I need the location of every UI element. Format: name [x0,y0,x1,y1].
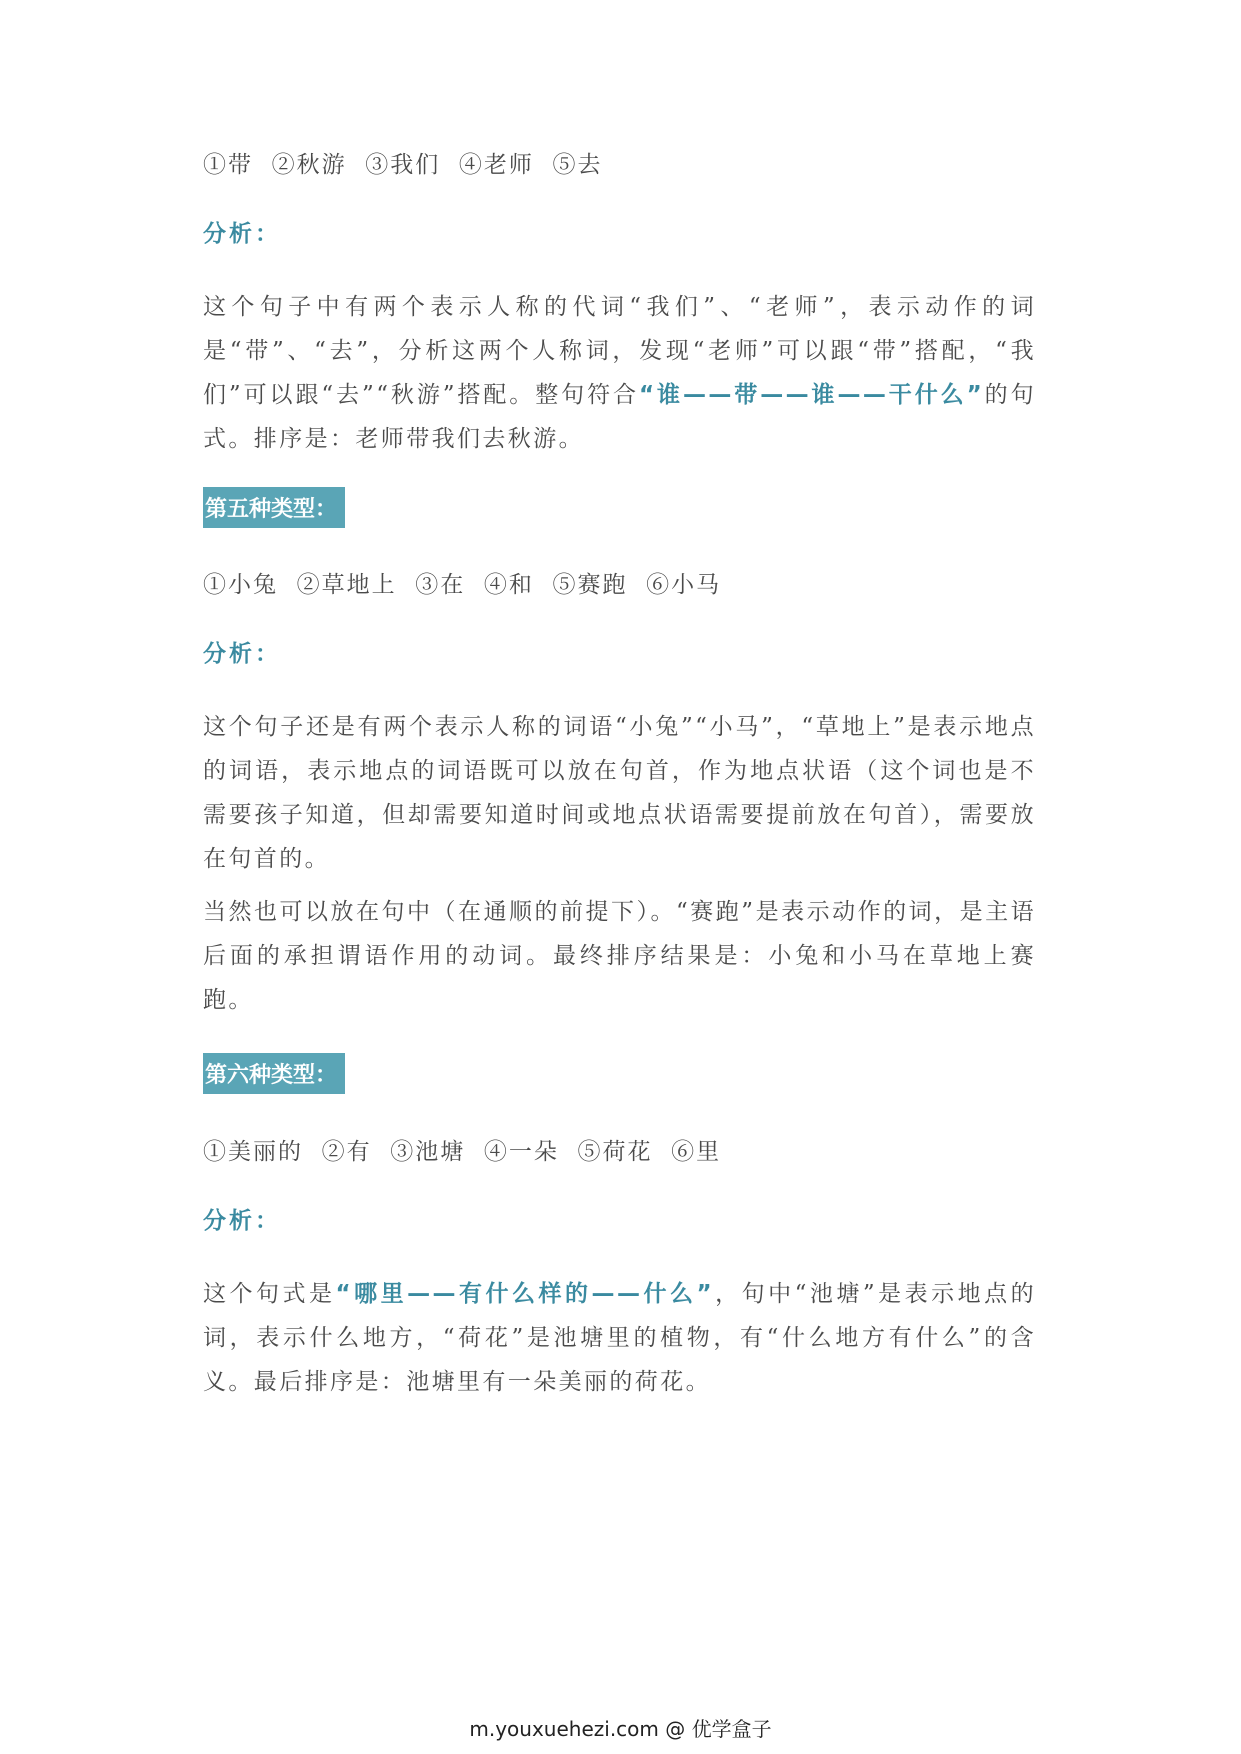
sentence-pattern-highlight: “谁——带——谁——干什么” [638,382,985,408]
para-text: 这个句式是 [203,1281,336,1307]
analysis-paragraph-5b: 当然也可以放在句中（在通顺的前提下）。“赛跑”是表示动作的词，是主语后面的承担谓语作用的动词。最终排序结果是：小兔和小马在草地上赛跑。 [203,899,1036,1013]
para-text: ，句中“池塘”是表示地点的词，表示什么地方，“荷花”是池塘里的植物，有“什么地方有什么”的含义。最后排序是：池塘里有一朵美丽的荷花。 [203,1281,1037,1395]
analysis-paragraph-4 [203,285,1036,461]
footer-watermark: m.youxuehezi.com @ 优学盒子 [469,1717,772,1741]
para-text: 的句式。排序是：老师带我们去秋游。 [203,382,1036,452]
sentence-pattern-highlight: “哪里——有什么样的——什么” [335,1281,714,1307]
analysis-paragraph-5a: 这个句子还是有两个表示人称的词语“小兔”“小马”，“草地上”是表示地点的词语，表示地点的词语既可以放在句首，作为地点状语（这个词也是不需要孩子知道，但却需要知道时间或地点状语需要提前放在句首），需要放在句首的。 [203,714,1036,872]
word-items-5: ①小兔 ②草地上 ③在 ④和 ⑤赛跑 ⑥小马 [203,572,722,598]
section-heading-6: 第六种类型： [203,1053,345,1094]
analysis-label-6: 分析： [203,1208,281,1234]
analysis-label-5: 分析： [203,641,281,667]
analysis-paragraph-6 [203,1272,1036,1404]
para-text: 这个句子中有两个表示人称的代词“我们”、“老师”，表示动作的词是“带”、“去”，分析这两个人称词，发现“老师”可以跟“带”搭配，“我们”可以跟“去”“秋游”搭配。整句符合 [203,294,1036,408]
word-items-6: ①美丽的 ②有 ③池塘 ④一朵 ⑤荷花 ⑥里 [203,1139,722,1165]
word-items-4: ①带 ②秋游 ③我们 ④老师 ⑤去 [203,152,603,178]
analysis-label-4: 分析： [203,221,281,247]
section-heading-5: 第五种类型： [203,487,345,528]
